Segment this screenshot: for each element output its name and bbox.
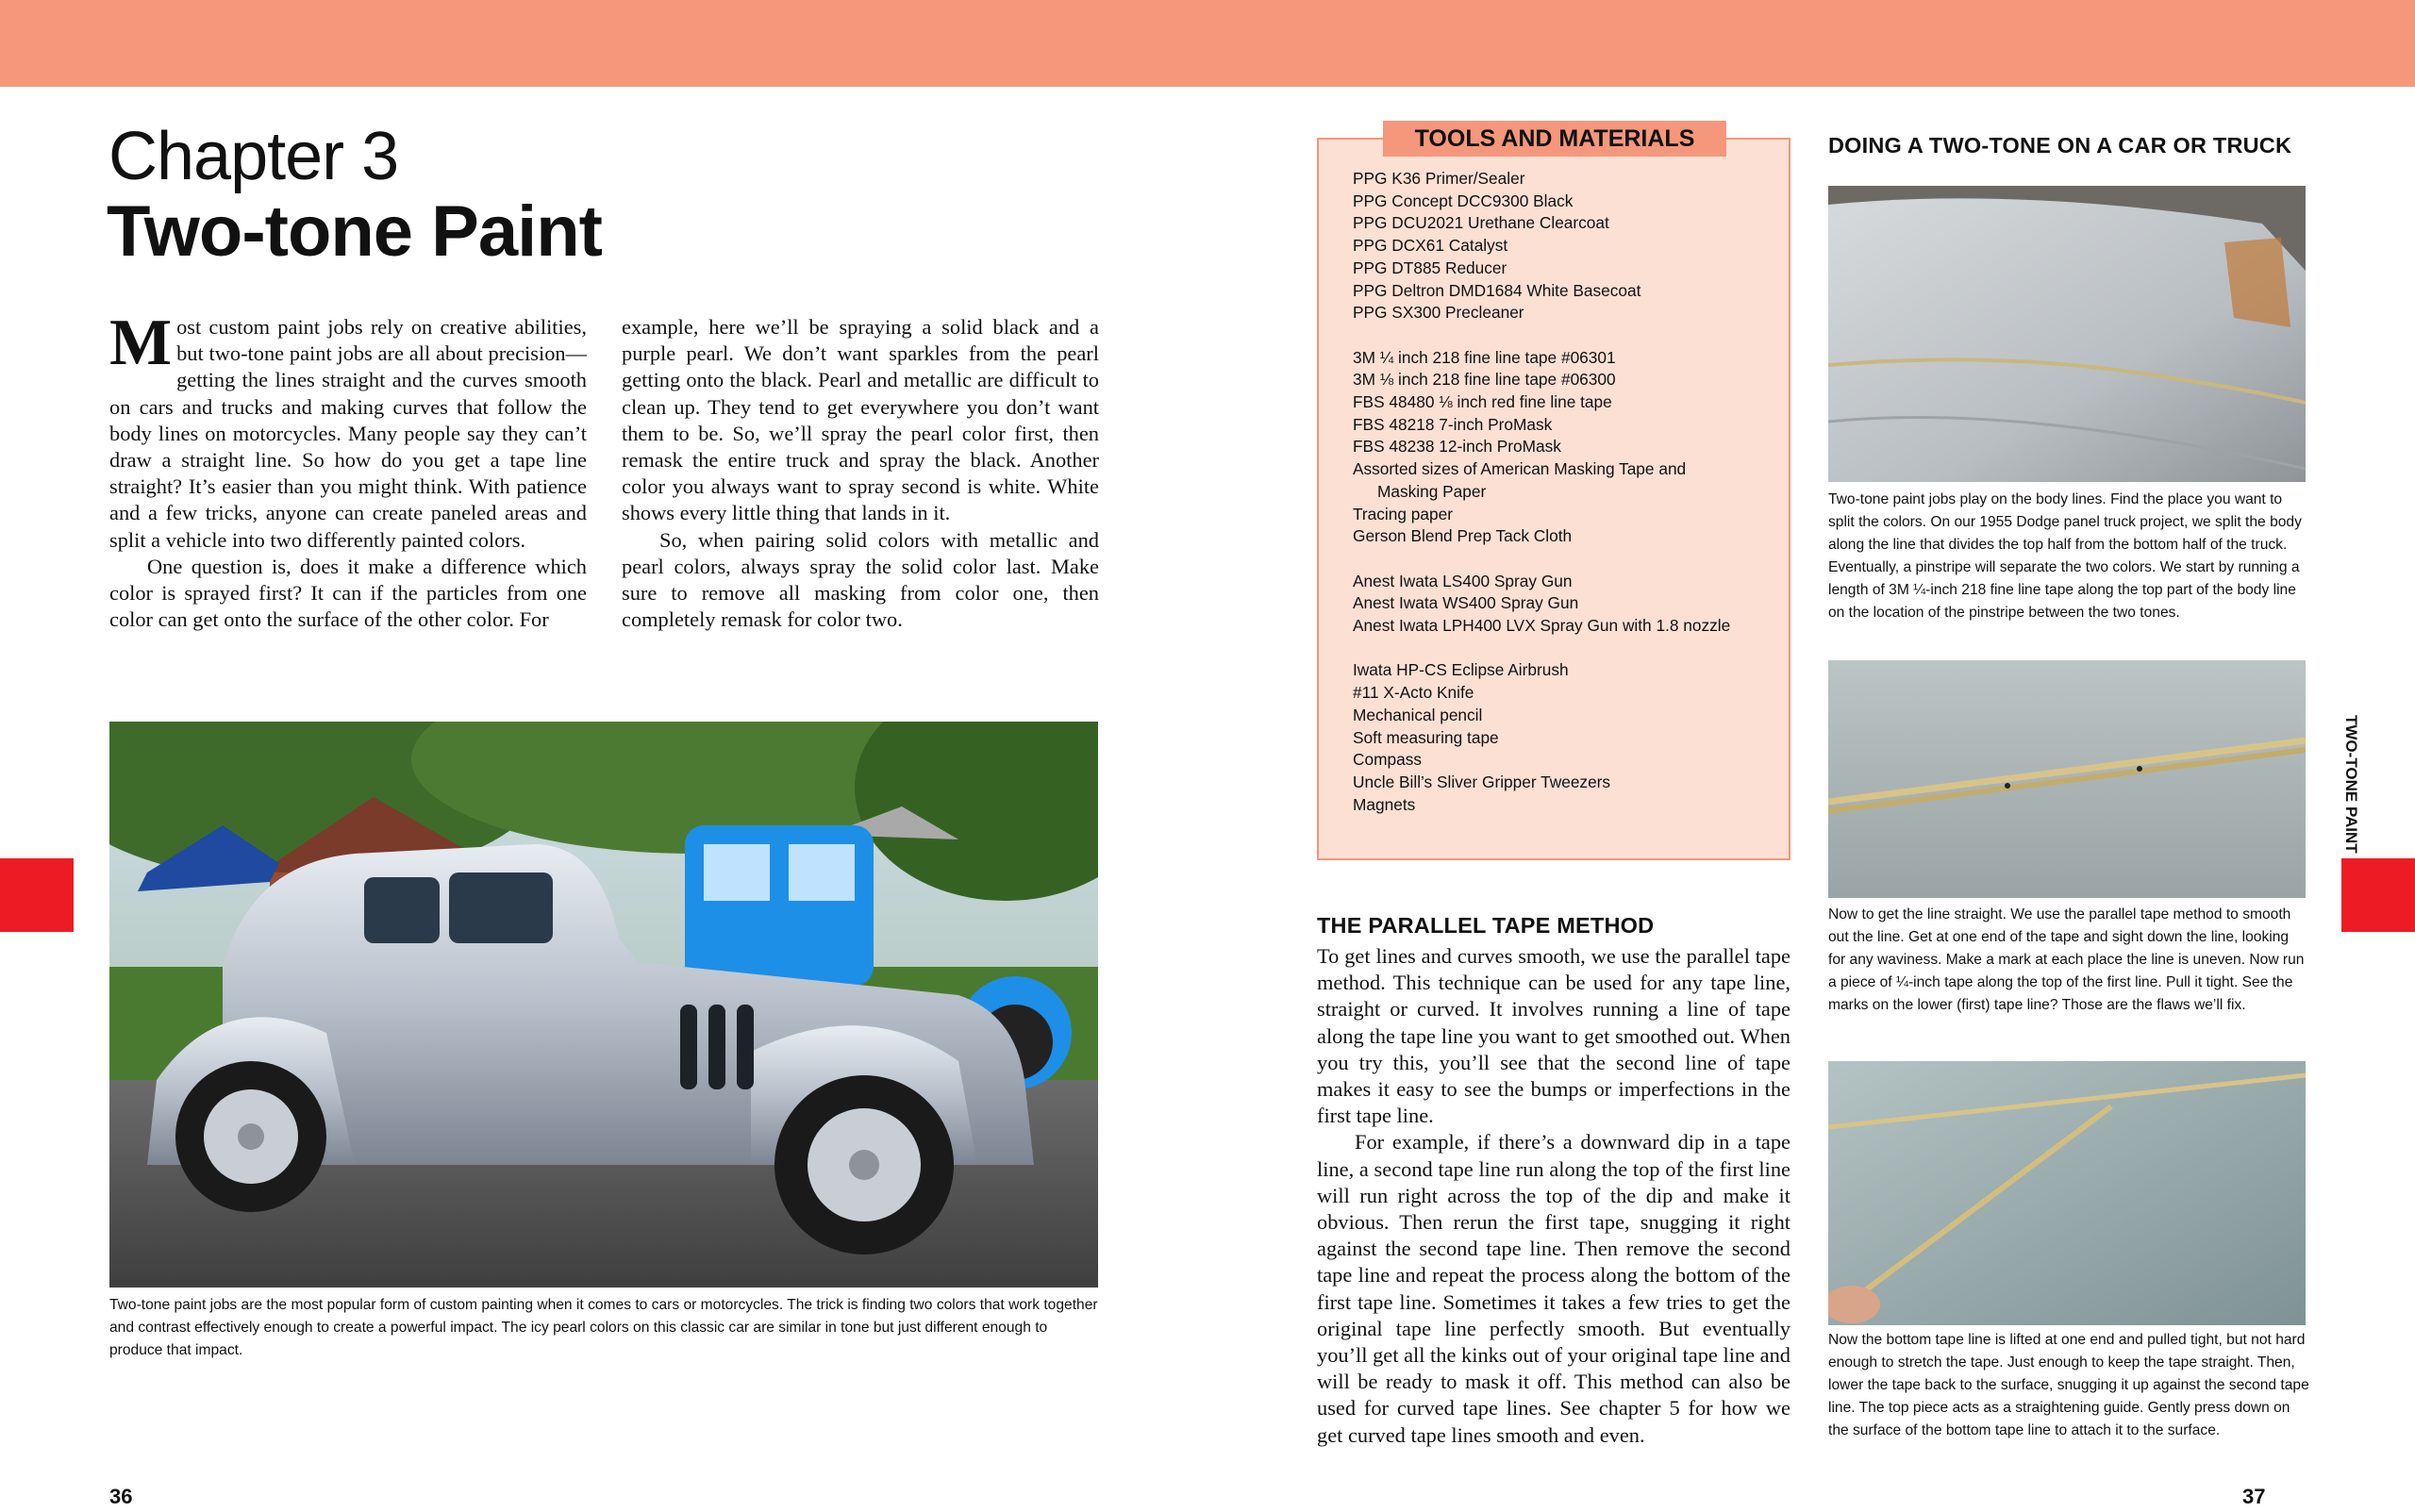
section-heading-parallel: THE PARALLEL TAPE METHOD	[1317, 913, 1655, 938]
left-edge-tab	[0, 858, 74, 932]
paragraph: So, when pairing solid colors with metallic and pearl colors, always spray the solid color last. Make sure to remove all masking from color one, then completely remask for color two.	[622, 527, 1099, 632]
list-item: 3M ⅛ inch 218 fine line tape #06300	[1353, 370, 1616, 390]
side-tab-label: TWO-TONE PAINT	[2342, 715, 2360, 854]
paragraph: To get lines and curves smooth, we use the parallel tape method. This technique can be used for any tape line, straight or curved. It involves running a line of tape along the tape line you want to get smoothed out. When you try this, you’ll see that the second line of tape makes it easy to see the bumps or imperfections in the first tape line.	[1317, 944, 1790, 1128]
top-color-band	[0, 0, 2415, 87]
list-item: Soft measuring tape	[1353, 727, 1499, 747]
list-item: #11 X-Acto Knife	[1353, 683, 1474, 703]
list-item: Anest Iwata WS400 Spray Gun	[1353, 593, 1579, 613]
list-item: FBS 48480 ⅛ inch red fine line tape	[1353, 392, 1612, 412]
page-number-left: 36	[109, 1485, 133, 1508]
paragraph: example, here we’ll be spraying a solid black and a purple pearl. We don’t want sparkles from the pearl getting onto the black. Pearl and metallic are difficult to clean up. They tend to get everywhere you don’t want them to be. So, we’ll spray the pearl color first, then remask the entire truck and spray the black. Another color you always want to spray second is white. White shows every little thing that lands in it.	[622, 315, 1099, 525]
tools-list	[1353, 168, 1768, 839]
list-item: PPG SX300 Precleaner	[1353, 303, 1524, 323]
list-item: FBS 48238 12-inch ProMask	[1353, 437, 1561, 457]
body-column-3	[1317, 943, 1790, 1449]
photo-caption: Two-tone paint jobs play on the body lines. Find the place you want to split the colors. On our 1955 Dodge panel truck project, we split the body along the line that divides the top half from the bottom half of the truck. Eventually, a pinstripe will separate the two colors. We start by running a length of 3M ¼-inch 218 fine line tape along the top part of the body line on the location of the pinstripe between the two tones.	[1828, 491, 2302, 621]
paragraph: One question is, does it make a difference which color is sprayed first? It can if the particles from one color can get onto the surface of the other color. For	[109, 554, 587, 632]
section-heading-two-tone: DOING A TWO-TONE ON A CAR OR TRUCK	[1828, 133, 2292, 158]
photo-caption: Now the bottom tape line is lifted at one end and pulled tight, but not hard enough to stretch the tape. Just enough to keep the tape straight. Then, lower the tape back to the surface, snugging it up against the second tape line. The top piece acts as a straightening guide. Gently press down on the surface of the bottom tape line to attach it to the surface.	[1828, 1332, 2309, 1438]
list-item: Assorted sizes of American Masking Tape and	[1353, 459, 1687, 479]
list-item: Compass	[1353, 750, 1422, 770]
paragraph: For example, if there’s a downward dip in a tape line, a second tape line run along the top of the first line will run right across the top of the dip and make it obvious. Then rerun the first tape, snugging it right against the second tape line. Then remove the second tape line and repeat the process along the bottom of the first tape line. Sometimes it takes a few tries to get the original tape line perfectly smooth. But eventually you’ll get all the kinks out of your original tape line and will be ready to mask it off. This method can also be used for curved tape lines. See chapter 5 for how we get curved tape lines smooth and even.	[1317, 1130, 1790, 1447]
list-item: PPG Concept DCC9300 Black	[1353, 191, 1574, 210]
chapter-label: Chapter 3	[108, 119, 399, 194]
right-edge-tab	[2341, 858, 2415, 932]
list-item: Gerson Blend Prep Tack Cloth	[1353, 526, 1573, 546]
classic-car-photo	[109, 722, 1098, 1288]
body-column-2	[622, 314, 1099, 633]
tool-group	[1353, 347, 1768, 548]
tool-group	[1353, 571, 1768, 638]
tape-line-closeup-photo	[1828, 660, 2306, 898]
list-item: Uncle Bill’s Sliver Gripper Tweezers	[1353, 772, 1611, 791]
drop-cap: M	[109, 307, 173, 379]
list-item: Masking Paper	[1377, 481, 1487, 501]
body-column-1	[109, 307, 587, 633]
list-item: PPG K36 Primer/Sealer	[1353, 169, 1525, 188]
list-item: PPG DT885 Reducer	[1353, 258, 1507, 277]
list-item: 3M ¼ inch 218 fine line tape #06301	[1353, 347, 1616, 367]
paragraph: Most custom paint jobs rely on creative abilities, but two-tone paint jobs are all about precision—getting the lines straight and the curves smooth on cars and trucks and making curves that follow the body lines on motorcycles. Many people say they can’t draw a straight line. So how do you get a tape line straight? It’s easier than you might think. With patience and a few tricks, anyone can create paneled areas and split a vehicle into two differently painted colors.	[109, 307, 587, 552]
tool-group	[1353, 659, 1768, 816]
list-item: PPG DCX61 Catalyst	[1353, 236, 1508, 256]
list-item: PPG DCU2021 Urethane Clearcoat	[1353, 213, 1609, 233]
lifted-tape-photo	[1828, 1061, 2306, 1325]
photo-caption: Two-tone paint jobs are the most popular form of custom painting when it comes to cars or motorcycles. The trick is finding two colors that work together and contrast effectively enough to create a powerful impact. The icy pearl colors on this classic car are similar in tone but just different enough to produce that impact.	[109, 1297, 1098, 1358]
list-item: Anest Iwata LPH400 LVX Spray Gun with 1.8 nozzle	[1353, 616, 1731, 636]
panel-truck-photo	[1828, 186, 2306, 482]
list-item: Magnets	[1353, 794, 1416, 814]
page-number-right: 37	[2242, 1485, 2266, 1508]
tools-box-title: TOOLS AND MATERIALS	[1383, 121, 1726, 157]
list-item: Tracing paper	[1353, 504, 1453, 523]
list-item: Iwata HP-CS Eclipse Airbrush	[1353, 660, 1569, 680]
list-item: FBS 48218 7-inch ProMask	[1353, 414, 1553, 434]
list-item: Anest Iwata LS400 Spray Gun	[1353, 571, 1573, 590]
tool-group	[1353, 168, 1768, 324]
photo-caption: Now to get the line straight. We use the parallel tape method to smooth out the line. Get at one end of the tape and sight down the line, looking for any waviness. Make a mark at each place the line is uneven. Now run a piece of ¼-inch tape along the top of the first line. Pull it tight. See the marks on the lower (first) tape line? Those are the flaws we’ll fix.	[1828, 906, 2305, 1013]
list-item: PPG Deltron DMD1684 White Basecoat	[1353, 280, 1641, 300]
list-item: Mechanical pencil	[1353, 705, 1483, 724]
chapter-title: Two-tone Paint	[107, 191, 602, 272]
